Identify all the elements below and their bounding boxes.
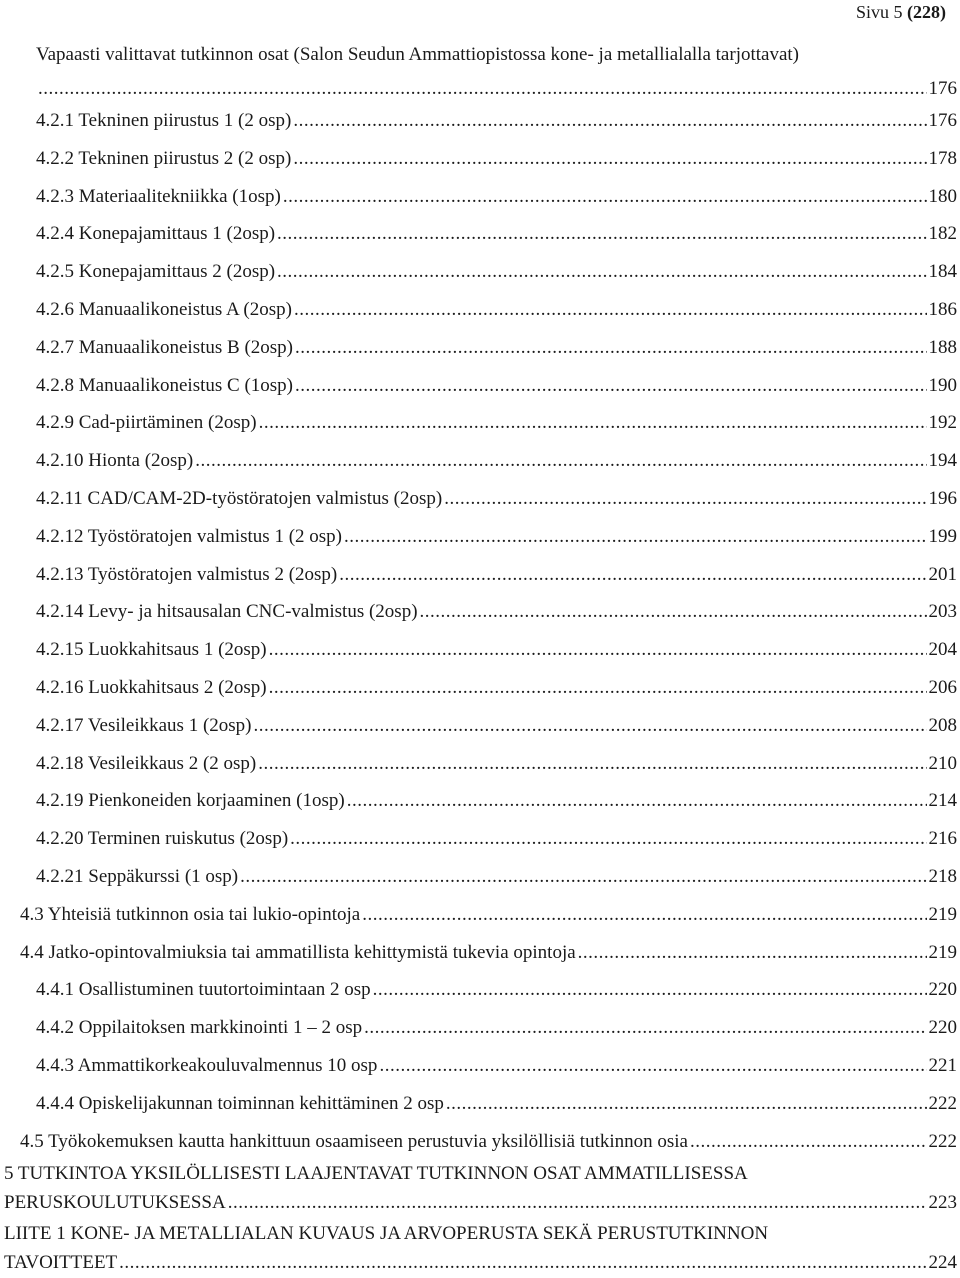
toc-page-number: 223 bbox=[928, 1192, 957, 1213]
toc-section-4-5 bbox=[20, 1123, 960, 1161]
toc-entry[interactable] bbox=[36, 556, 960, 594]
toc-chapter-5 bbox=[4, 1160, 960, 1218]
toc-entry-title: 4.2.16 Luokkahitsaus 2 (2osp) bbox=[36, 676, 267, 698]
toc-entry[interactable] bbox=[36, 707, 960, 745]
dot-leader bbox=[228, 1188, 927, 1218]
toc-page-number: 208 bbox=[928, 714, 957, 736]
toc-entry[interactable] bbox=[4, 1188, 960, 1218]
toc-entry-title: 4.2.9 Cad-piirtäminen (2osp) bbox=[36, 412, 257, 434]
toc-entry[interactable] bbox=[36, 820, 960, 858]
toc-entry-title: 4.2.5 Konepajamittaus 2 (2osp) bbox=[36, 261, 276, 283]
toc-entry-title: 4.2.1 Tekninen piirustus 1 (2 osp) bbox=[36, 110, 292, 131]
toc-page-number: 216 bbox=[928, 828, 957, 850]
toc-entry-title: 4.2.15 Luokkahitsaus 1 (2osp) bbox=[36, 639, 267, 661]
dot-leader bbox=[578, 934, 927, 972]
dot-leader bbox=[119, 1248, 926, 1278]
dot-leader bbox=[339, 556, 926, 594]
toc-entry[interactable] bbox=[36, 593, 960, 631]
toc-entry[interactable] bbox=[20, 896, 960, 934]
dot-leader bbox=[277, 253, 926, 291]
toc-entry[interactable] bbox=[36, 669, 960, 707]
toc-entry-title: 4.2.17 Vesileikkaus 1 (2osp) bbox=[36, 714, 252, 736]
toc-entry-title: 4.2.19 Pienkoneiden korjaaminen (1osp) bbox=[36, 790, 345, 812]
toc-entry-title: Vapaasti valittavat tutkinnon osat (Salon Seudun Ammattiopistossa kone- ja metallialalla tarjottavat) bbox=[36, 44, 799, 65]
dot-leader bbox=[362, 896, 926, 934]
toc-page-number: 222 bbox=[928, 1130, 957, 1152]
toc-page-number: 176 bbox=[928, 78, 957, 99]
toc-entry-title: 4.3 Yhteisiä tutkinnon osia tai lukio-opintoja bbox=[20, 903, 361, 925]
toc-page-number: 220 bbox=[928, 1017, 957, 1039]
dot-leader bbox=[195, 442, 926, 480]
toc-page-number: 201 bbox=[928, 563, 957, 585]
toc-entry[interactable] bbox=[36, 1009, 960, 1047]
toc-entry-title: 4.2.20 Terminen ruiskutus (2osp) bbox=[36, 828, 289, 850]
dot-leader bbox=[254, 707, 927, 745]
toc-entry[interactable] bbox=[4, 1248, 960, 1278]
dot-leader bbox=[277, 215, 926, 253]
dot-leader bbox=[290, 820, 926, 858]
dot-leader bbox=[347, 782, 927, 820]
toc-entry-title: 4.2.11 CAD/CAM-2D-työstöratojen valmistus (2osp) bbox=[36, 487, 443, 509]
toc-entry-title: 4.4.4 Opiskelijakunnan toiminnan kehittäminen 2 osp bbox=[36, 1092, 444, 1114]
toc-page-number: 210 bbox=[928, 752, 957, 774]
toc-page-number: 196 bbox=[928, 487, 957, 509]
toc-page-number: 219 bbox=[928, 903, 957, 925]
toc-entry-title: 4.4.3 Ammattikorkeakouluvalmennus 10 osp bbox=[36, 1054, 378, 1076]
page-count: (228) bbox=[907, 2, 946, 22]
toc-entry[interactable] bbox=[36, 404, 960, 442]
dot-leader bbox=[258, 745, 926, 783]
dot-leader bbox=[269, 631, 927, 669]
toc-section-4-2 bbox=[36, 102, 960, 896]
dot-leader bbox=[293, 140, 926, 178]
toc-entry-title: 4.4.2 Oppilaitoksen markkinointi 1 – 2 osp bbox=[36, 1017, 363, 1039]
dot-leader bbox=[240, 858, 926, 896]
toc-page-number: 192 bbox=[928, 412, 957, 434]
toc-page-number: 224 bbox=[928, 1252, 957, 1273]
toc-page-number: 199 bbox=[928, 525, 957, 547]
toc-entry-title: 4.5 Työkokemuksen kautta hankittuun osaamiseen perustuvia yksilöllisiä tutkinnon osia bbox=[20, 1130, 688, 1152]
toc-entry-title: 4.2.8 Manuaalikoneistus C (1osp) bbox=[36, 374, 294, 396]
toc-page-number: 184 bbox=[928, 261, 957, 283]
toc-entry[interactable] bbox=[36, 480, 960, 518]
toc-appendix-1 bbox=[4, 1220, 960, 1278]
toc-entry[interactable] bbox=[36, 442, 960, 480]
toc-page-number: 214 bbox=[928, 790, 957, 812]
toc-entry[interactable] bbox=[36, 253, 960, 291]
dot-leader bbox=[690, 1123, 927, 1161]
toc-entry-title: 4.2.2 Tekninen piirustus 2 (2 osp) bbox=[36, 147, 292, 169]
dot-leader bbox=[295, 329, 926, 367]
toc-entry[interactable] bbox=[36, 291, 960, 329]
toc-entry-title: 4.4 Jatko-opintovalmiuksia tai ammatillista kehittymistä tukevia opintoja bbox=[20, 941, 576, 963]
toc-entry[interactable] bbox=[36, 858, 960, 896]
toc-page-number: 188 bbox=[928, 336, 957, 358]
toc-entry[interactable] bbox=[36, 782, 960, 820]
dot-leader bbox=[344, 518, 927, 556]
toc-entry-title: 4.2.12 Työstöratojen valmistus 1 (2 osp) bbox=[36, 525, 342, 547]
toc-entry[interactable] bbox=[20, 934, 960, 972]
dot-leader bbox=[294, 291, 927, 329]
toc-page-number: 220 bbox=[928, 979, 957, 1001]
toc-page-number: 203 bbox=[928, 601, 957, 623]
dot-leader bbox=[269, 669, 927, 707]
toc-entry[interactable] bbox=[36, 518, 960, 556]
toc-page-number: 182 bbox=[928, 223, 957, 245]
toc-entry-title-cont: TAVOITTEET bbox=[4, 1252, 118, 1273]
toc-entry[interactable] bbox=[20, 1123, 960, 1161]
toc-entry[interactable] bbox=[36, 1085, 960, 1123]
toc-entry[interactable] bbox=[36, 631, 960, 669]
page-header bbox=[856, 0, 946, 24]
toc-entry-title: 4.2.18 Vesileikkaus 2 (2 osp) bbox=[36, 752, 257, 774]
toc-entry-title: 4.2.4 Konepajamittaus 1 (2osp) bbox=[36, 223, 276, 245]
dot-leader bbox=[444, 480, 926, 518]
page-label: Sivu 5 bbox=[855, 2, 903, 22]
toc-section-4-4 bbox=[36, 971, 960, 1122]
dot-leader bbox=[446, 1085, 927, 1123]
toc-page-number: 219 bbox=[928, 941, 957, 963]
toc-page-number: 206 bbox=[928, 676, 957, 698]
toc-entry[interactable] bbox=[36, 140, 960, 178]
toc-page-number: 218 bbox=[928, 865, 957, 887]
toc-entry-title: 4.2.21 Seppäkurssi (1 osp) bbox=[36, 865, 239, 887]
dot-leader bbox=[259, 404, 927, 442]
dot-leader bbox=[293, 102, 926, 140]
toc-page-number: 190 bbox=[928, 374, 957, 396]
toc-entry[interactable] bbox=[36, 329, 960, 367]
toc-entry[interactable] bbox=[36, 745, 960, 783]
toc-page-number: 221 bbox=[928, 1054, 957, 1076]
toc-entry-title: 4.4.1 Osallistuminen tuutortoimintaan 2 osp bbox=[36, 979, 371, 1001]
toc-page-number: 180 bbox=[928, 185, 957, 207]
toc-page-number: 186 bbox=[928, 298, 957, 320]
toc-entry[interactable] bbox=[36, 178, 960, 216]
toc-entry[interactable] bbox=[36, 367, 960, 405]
toc-entry-title: 4.2.10 Hionta (2osp) bbox=[36, 450, 194, 472]
dot-leader bbox=[379, 1047, 926, 1085]
toc-entry-title: 4.2.3 Materiaalitekniikka (1osp) bbox=[36, 185, 281, 207]
toc-entry-title: 4.2.14 Levy- ja hitsausalan CNC-valmistus (2osp) bbox=[36, 601, 418, 623]
toc-page-number: 222 bbox=[928, 1092, 957, 1114]
toc-entry[interactable] bbox=[36, 1047, 960, 1085]
toc-entry-title: 4.2.6 Manuaalikoneistus A (2osp) bbox=[36, 298, 292, 320]
toc-entry-title-cont: PERUSKOULUTUKSESSA bbox=[4, 1192, 226, 1213]
dot-leader bbox=[364, 1009, 926, 1047]
toc-entry[interactable] bbox=[36, 971, 960, 1009]
toc-entry[interactable] bbox=[36, 102, 960, 140]
toc-entry-title: 5 TUTKINTOA YKSILÖLLISESTI LAAJENTAVAT TUTKINNON OSAT AMMATILLISESSA bbox=[4, 1163, 748, 1184]
toc-page-number: 176 bbox=[928, 110, 957, 131]
toc-entry-title: 4.2.7 Manuaalikoneistus B (2osp) bbox=[36, 336, 294, 358]
toc-intro bbox=[36, 40, 960, 108]
dot-leader bbox=[420, 593, 927, 631]
dot-leader bbox=[373, 971, 927, 1009]
dot-leader bbox=[295, 367, 926, 405]
toc-page-number: 194 bbox=[928, 450, 957, 472]
toc-entry-title: LIITE 1 KONE- JA METALLIALAN KUVAUS JA ARVOPERUSTA SEKÄ PERUSTUTKINNON bbox=[4, 1223, 769, 1244]
toc-page-number: 178 bbox=[928, 147, 957, 169]
toc-entry[interactable] bbox=[36, 215, 960, 253]
toc-page-number: 204 bbox=[928, 639, 957, 661]
toc-entry-title: 4.2.13 Työstöratojen valmistus 2 (2osp) bbox=[36, 563, 338, 585]
toc-section-4-3 bbox=[20, 896, 960, 972]
dot-leader bbox=[283, 178, 927, 216]
